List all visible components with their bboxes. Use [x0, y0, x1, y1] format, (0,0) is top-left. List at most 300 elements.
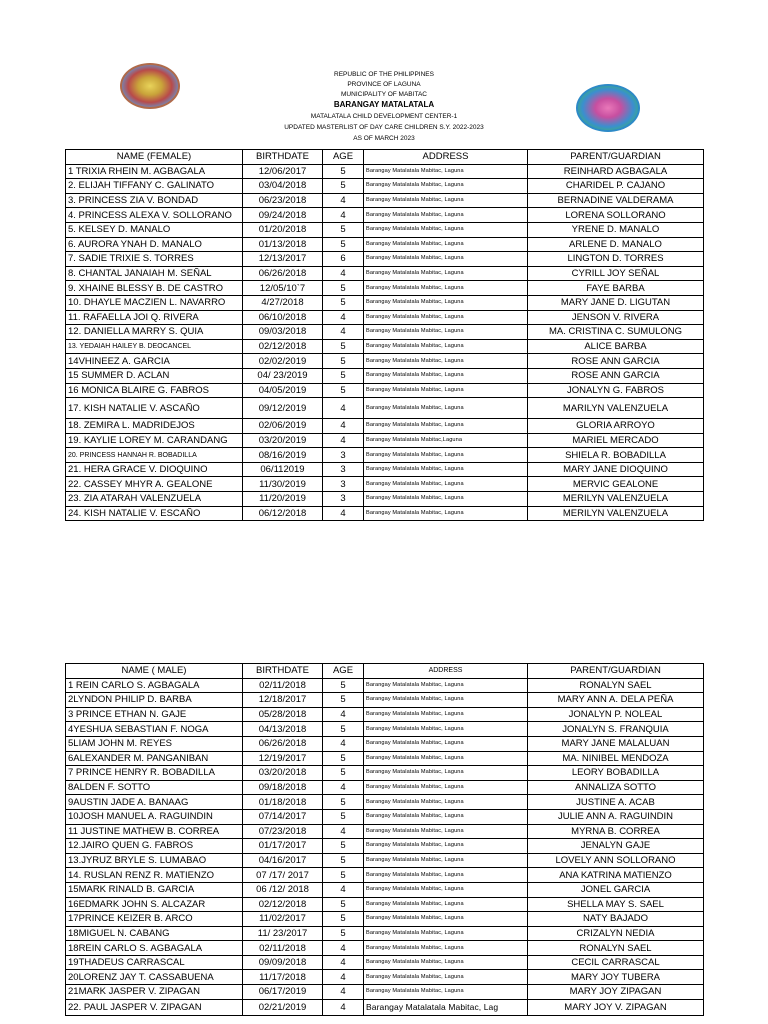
table-row [66, 325, 704, 340]
age-cell: 5 [323, 766, 364, 781]
table-row [66, 368, 704, 383]
guardian-cell: BERNADINE VALDERAMA [528, 193, 704, 208]
age-cell: 4 [323, 193, 364, 208]
guardian-cell: ANA KATRINA MATIENZO [528, 868, 704, 883]
table-row [66, 193, 704, 208]
age-cell: 5 [323, 853, 364, 868]
address-cell: Barangay Matalatala Mabitac, Laguna [364, 839, 528, 854]
column-header-address: ADDRESS [364, 664, 528, 679]
age-cell: 4 [323, 999, 364, 1015]
guardian-cell: LINGTON D. TORRES [528, 252, 704, 267]
address-cell: Barangay Matalatala Mabitac, Laguna [364, 310, 528, 325]
name-cell: 15MARK RINALD B. GARCIA [66, 882, 243, 897]
address-cell: Barangay Matalatala Mabitac, Laguna [364, 383, 528, 398]
guardian-cell: MARY JANE D. LIGUTAN [528, 295, 704, 310]
name-cell: 9. XHAINE BLESSY B. DE CASTRO [66, 281, 243, 296]
birthdate-cell: 09/12/2019 [243, 398, 323, 419]
table-row [66, 339, 704, 354]
table-row [66, 941, 704, 956]
table-row [66, 736, 704, 751]
guardian-cell: ALICE BARBA [528, 339, 704, 354]
birthdate-cell: 09/24/2018 [243, 208, 323, 223]
header-barangay: BARANGAY MATALATALA [333, 100, 435, 109]
birthdate-cell: 11/02/2017 [243, 912, 323, 927]
age-cell: 4 [323, 433, 364, 448]
column-header-address: ADDRESS [364, 150, 528, 165]
guardian-cell: JONALYN P. NOLEAL [528, 707, 704, 722]
table-row [66, 912, 704, 927]
birthdate-cell: 04/ 23/2019 [243, 368, 323, 383]
name-cell: 1 TRIXIA RHEIN M. AGBAGALA [66, 164, 243, 179]
age-cell: 4 [323, 419, 364, 434]
address-cell: Barangay Matalatala Mabitac, Laguna [364, 897, 528, 912]
table-row [66, 164, 704, 179]
guardian-cell: CECIL CARRASCAL [528, 955, 704, 970]
name-cell: 17. KISH NATALIE V. ASCAÑO [66, 398, 243, 419]
name-cell: 6. AURORA YNAH D. MANALO [66, 237, 243, 252]
birthdate-cell: 12/06/2017 [243, 164, 323, 179]
table-row [66, 824, 704, 839]
name-cell: 13. YEDAIAH HAILEY B. DEOCANCEL [66, 339, 243, 354]
guardian-cell: JONALYN G. FABROS [528, 383, 704, 398]
guardian-cell: JONALYN S. FRANQUIA [528, 722, 704, 737]
name-cell: 11 JUSTINE MATHEW B. CORREA [66, 824, 243, 839]
header-province: PROVINCE OF LAGUNA [347, 81, 421, 88]
table-row [66, 433, 704, 448]
address-cell: Barangay Matalatala Mabitac, Laguna [364, 281, 528, 296]
age-cell: 3 [323, 492, 364, 507]
name-cell: 10. DHAYLE MACZIEN L. NAVARRO [66, 295, 243, 310]
name-cell: 13.JYRUZ BRYLE S. LUMABAO [66, 853, 243, 868]
name-cell: 14VHINEEZ A. GARCIA [66, 354, 243, 369]
guardian-cell: LOVELY ANN SOLLORANO [528, 853, 704, 868]
birthdate-cell: 06/112019 [243, 462, 323, 477]
address-cell: Barangay Matalatala Mabitac, Lag [364, 999, 528, 1015]
table-row [66, 462, 704, 477]
name-cell: 17PRINCE KEIZER B. ARCO [66, 912, 243, 927]
birthdate-cell: 12/18/2017 [243, 693, 323, 708]
guardian-cell: MARILYN VALENZUELA [528, 398, 704, 419]
address-cell: Barangay Matalatala Mabitac, Laguna [364, 193, 528, 208]
guardian-cell: LORENA SOLLORANO [528, 208, 704, 223]
table-row [66, 281, 704, 296]
guardian-cell: SHELLA MAY S. SAEL [528, 897, 704, 912]
address-cell: Barangay Matalatala Mabitac, Laguna [364, 926, 528, 941]
table-row [66, 448, 704, 463]
age-cell: 4 [323, 780, 364, 795]
address-cell: Barangay Matalatala Mabitac, Laguna [364, 506, 528, 521]
birthdate-cell: 02/12/2018 [243, 339, 323, 354]
address-cell: Barangay Matalatala Mabitac, Laguna [364, 237, 528, 252]
table-row [66, 897, 704, 912]
address-cell: Barangay Matalatala Mabitac, Laguna [364, 252, 528, 267]
name-cell: 2LYNDON PHILIP D. BARBA [66, 693, 243, 708]
birthdate-cell: 02/21/2019 [243, 999, 323, 1015]
age-cell: 4 [323, 310, 364, 325]
birthdate-cell: 02/11/2018 [243, 941, 323, 956]
birthdate-cell: 04/13/2018 [243, 722, 323, 737]
birthdate-cell: 03/20/2019 [243, 433, 323, 448]
birthdate-cell: 02/12/2018 [243, 897, 323, 912]
guardian-cell: JENALYN GAJE [528, 839, 704, 854]
address-cell: Barangay Matalatala Mabitac, Laguna [364, 354, 528, 369]
table-row [66, 722, 704, 737]
female-masterlist-table [65, 149, 704, 521]
birthdate-cell: 06 /12/ 2018 [243, 882, 323, 897]
birthdate-cell: 07/23/2018 [243, 824, 323, 839]
birthdate-cell: 02/11/2018 [243, 678, 323, 693]
birthdate-cell: 01/18/2018 [243, 795, 323, 810]
birthdate-cell: 09/03/2018 [243, 325, 323, 340]
address-cell: Barangay Matalatala Mabitac, Laguna [364, 941, 528, 956]
table-row [66, 955, 704, 970]
guardian-cell: MA. NINIBEL MENDOZA [528, 751, 704, 766]
name-cell: 16 MONICA BLAIRE G. FABROS [66, 383, 243, 398]
guardian-cell: JULIE ANN A. RAGUINDIN [528, 809, 704, 824]
name-cell: 6ALEXANDER M. PANGANIBAN [66, 751, 243, 766]
name-cell: 21MARK JASPER V. ZIPAGAN [66, 985, 243, 1000]
address-cell: Barangay Matalatala Mabitac, Laguna [364, 868, 528, 883]
name-cell: 8. CHANTAL JANAIAH M. SEÑAL [66, 266, 243, 281]
address-cell: Barangay Matalatala Mabitac, Laguna [364, 678, 528, 693]
guardian-cell: SHIELA R. BOBADILLA [528, 448, 704, 463]
guardian-cell: MARY JOY TUBERA [528, 970, 704, 985]
birthdate-cell: 11/30/2019 [243, 477, 323, 492]
guardian-cell: MERILYN VALENZUELA [528, 506, 704, 521]
birthdate-cell: 01/17/2017 [243, 839, 323, 854]
column-header-birthdate: BIRTHDATE [243, 664, 323, 679]
guardian-cell: MERILYN VALENZUELA [528, 492, 704, 507]
table-row [66, 970, 704, 985]
age-cell: 6 [323, 252, 364, 267]
birthdate-cell: 01/13/2018 [243, 237, 323, 252]
birthdate-cell: 08/16/2019 [243, 448, 323, 463]
guardian-cell: MARY ANN A. DELA PEÑA [528, 693, 704, 708]
address-cell: Barangay Matalatala Mabitac, Laguna [364, 492, 528, 507]
address-cell: Barangay Matalatala Mabitac, Laguna [364, 853, 528, 868]
address-cell: Barangay Matalatala Mabitac, Laguna [364, 766, 528, 781]
address-cell: Barangay Matalatala Mabitac, Laguna [364, 368, 528, 383]
table-row [66, 693, 704, 708]
guardian-cell: JENSON V. RIVERA [528, 310, 704, 325]
name-cell: 15 SUMMER D. ACLAN [66, 368, 243, 383]
birthdate-cell: 04/05/2019 [243, 383, 323, 398]
name-cell: 12. DANIELLA MARRY S. QUIA [66, 325, 243, 340]
guardian-cell: MARIEL MERCADO [528, 433, 704, 448]
guardian-cell: JUSTINE A. ACAB [528, 795, 704, 810]
table-row [66, 926, 704, 941]
address-cell: Barangay Matalatala Mabitac, Laguna [364, 970, 528, 985]
address-cell: Barangay Matalatala Mabitac, Laguna [364, 824, 528, 839]
birthdate-cell: 06/26/2018 [243, 736, 323, 751]
guardian-cell: ARLENE D. MANALO [528, 237, 704, 252]
address-cell: Barangay Matalatala Mabitac, Laguna [364, 222, 528, 237]
table-row [66, 477, 704, 492]
column-header-age: AGE [323, 150, 364, 165]
name-cell: 4YESHUA SEBASTIAN F. NOGA [66, 722, 243, 737]
birthdate-cell: 4/27/2018 [243, 295, 323, 310]
table-row [66, 354, 704, 369]
age-cell: 5 [323, 751, 364, 766]
age-cell: 5 [323, 897, 364, 912]
table-row [66, 237, 704, 252]
age-cell: 5 [323, 383, 364, 398]
guardian-cell: MARY JANE DIOQUINO [528, 462, 704, 477]
name-cell: 11. RAFAELLA JOI Q. RIVERA [66, 310, 243, 325]
header-masterlist: UPDATED MASTERLIST OF DAY CARE CHILDREN S.Y. 2022-2023 [284, 124, 484, 131]
name-cell: 3. PRINCESS ZIA V. BONDAD [66, 193, 243, 208]
table-row [66, 853, 704, 868]
table-row [66, 751, 704, 766]
age-cell: 5 [323, 222, 364, 237]
guardian-cell: ROSE ANN GARCIA [528, 354, 704, 369]
address-cell: Barangay Matalatala Mabitac, Laguna [364, 179, 528, 194]
birthdate-cell: 06/26/2018 [243, 266, 323, 281]
address-cell: Barangay Matalatala Mabitac, Laguna [364, 912, 528, 927]
age-cell: 4 [323, 506, 364, 521]
age-cell: 5 [323, 368, 364, 383]
name-cell: 7 PRINCE HENRY R. BOBADILLA [66, 766, 243, 781]
address-cell: Barangay Matalatala Mabitac, Laguna [364, 398, 528, 419]
table-row [66, 678, 704, 693]
address-cell: Barangay Matalatala Mabitac, Laguna [364, 795, 528, 810]
birthdate-cell: 07/14/2017 [243, 809, 323, 824]
address-cell: Barangay Matalatala Mabitac, Laguna [364, 985, 528, 1000]
address-cell: Barangay Matalatala Mabitac, Laguna [364, 882, 528, 897]
name-cell: 2. ELIJAH TIFFANY C. GALINATO [66, 179, 243, 194]
address-cell: Barangay Matalatala Mabitac,Laguna [364, 433, 528, 448]
name-cell: 3 PRINCE ETHAN N. GAJE [66, 707, 243, 722]
column-header-guardian: PARENT/GUARDIAN [528, 150, 704, 165]
age-cell: 4 [323, 325, 364, 340]
table-row [66, 179, 704, 194]
guardian-cell: CHARIDEL P. CAJANO [528, 179, 704, 194]
address-cell: Barangay Matalatala Mabitac, Laguna [364, 707, 528, 722]
name-cell: 16EDMARK JOHN S. ALCAZAR [66, 897, 243, 912]
table-row [66, 208, 704, 223]
table-row [66, 868, 704, 883]
name-cell: 9AUSTIN JADE A. BANAAG [66, 795, 243, 810]
guardian-cell: NATY BAJADO [528, 912, 704, 927]
name-cell: 20LORENZ JAY T. CASSABUENA [66, 970, 243, 985]
guardian-cell: FAYE BARBA [528, 281, 704, 296]
age-cell: 5 [323, 693, 364, 708]
table-row [66, 882, 704, 897]
column-header-age: AGE [323, 664, 364, 679]
address-cell: Barangay Matalatala Mabitac, Laguna [364, 722, 528, 737]
birthdate-cell: 06/17/2019 [243, 985, 323, 1000]
address-cell: Barangay Matalatala Mabitac, Laguna [364, 462, 528, 477]
age-cell: 5 [323, 354, 364, 369]
guardian-cell: MA. CRISTINA C. SUMULONG [528, 325, 704, 340]
name-cell: 1 REIN CARLO S. AGBAGALA [66, 678, 243, 693]
table-row [66, 707, 704, 722]
address-cell: Barangay Matalatala Mabitac, Laguna [364, 477, 528, 492]
table-row [66, 222, 704, 237]
age-cell: 4 [323, 970, 364, 985]
address-cell: Barangay Matalatala Mabitac, Laguna [364, 809, 528, 824]
name-cell: 24. KISH NATALIE V. ESCAÑO [66, 506, 243, 521]
table-row [66, 766, 704, 781]
table-row [66, 839, 704, 854]
address-cell: Barangay Matalatala Mabitac, Laguna [364, 693, 528, 708]
table-row [66, 809, 704, 824]
guardian-cell: CYRILL JOY SEÑAL [528, 266, 704, 281]
birthdate-cell: 06/23/2018 [243, 193, 323, 208]
birthdate-cell: 11/20/2019 [243, 492, 323, 507]
address-cell: Barangay Matalatala Mabitac, Laguna [364, 339, 528, 354]
name-cell: 5LIAM JOHN M. REYES [66, 736, 243, 751]
age-cell: 5 [323, 281, 364, 296]
address-cell: Barangay Matalatala Mabitac, Laguna [364, 751, 528, 766]
age-cell: 4 [323, 266, 364, 281]
birthdate-cell: 09/18/2018 [243, 780, 323, 795]
table-row [66, 419, 704, 434]
table-row [66, 398, 704, 419]
table-row [66, 383, 704, 398]
birthdate-cell: 03/20/2018 [243, 766, 323, 781]
birthdate-cell: 05/28/2018 [243, 707, 323, 722]
column-header-name: NAME ( MALE) [66, 664, 243, 679]
name-cell: 18. ZEMIRA L. MADRIDEJOS [66, 419, 243, 434]
name-cell: 10JOSH MANUEL A. RAGUINDIN [66, 809, 243, 824]
table-row [66, 506, 704, 521]
birthdate-cell: 06/12/2018 [243, 506, 323, 521]
address-cell: Barangay Matalatala Mabitac, Laguna [364, 266, 528, 281]
column-header-guardian: PARENT/GUARDIAN [528, 664, 704, 679]
age-cell: 5 [323, 339, 364, 354]
guardian-cell: MARY JANE MALALUAN [528, 736, 704, 751]
name-cell: 22. PAUL JASPER V. ZIPAGAN [66, 999, 243, 1015]
birthdate-cell: 12/19/2017 [243, 751, 323, 766]
name-cell: 21. HERA GRACE V. DIOQUINO [66, 462, 243, 477]
header-date: AS OF MARCH 2023 [353, 135, 415, 142]
guardian-cell: MYRNA B. CORREA [528, 824, 704, 839]
birthdate-cell: 12/05/10`7 [243, 281, 323, 296]
birthdate-cell: 07 /17/ 2017 [243, 868, 323, 883]
birthdate-cell: 09/09/2018 [243, 955, 323, 970]
age-cell: 5 [323, 809, 364, 824]
header-municipality: MUNICIPALITY OF MABITAC [341, 91, 427, 98]
age-cell: 3 [323, 448, 364, 463]
guardian-cell: REINHARD AGBAGALA [528, 164, 704, 179]
age-cell: 5 [323, 179, 364, 194]
age-cell: 3 [323, 462, 364, 477]
table-row [66, 985, 704, 1000]
age-cell: 4 [323, 955, 364, 970]
age-cell: 4 [323, 707, 364, 722]
table-header-row [66, 150, 704, 165]
birthdate-cell: 11/17/2018 [243, 970, 323, 985]
birthdate-cell: 12/13/2017 [243, 252, 323, 267]
name-cell: 7. SADIE TRIXIE S. TORRES [66, 252, 243, 267]
guardian-cell: RONALYN SAEL [528, 941, 704, 956]
name-cell: 4. PRINCESS ALEXA V. SOLLORANO [66, 208, 243, 223]
guardian-cell: MERVIC GEALONE [528, 477, 704, 492]
name-cell: 18REIN CARLO S. AGBAGALA [66, 941, 243, 956]
header-republic: REPUBLIC OF THE PHILIPPINES [334, 71, 434, 78]
table-row [66, 795, 704, 810]
age-cell: 4 [323, 736, 364, 751]
column-header-name: NAME (FEMALE) [66, 150, 243, 165]
age-cell: 5 [323, 164, 364, 179]
address-cell: Barangay Matalatala Mabitac, Laguna [364, 736, 528, 751]
age-cell: 5 [323, 295, 364, 310]
address-cell: Barangay Matalatala Mabitac, Laguna [364, 208, 528, 223]
age-cell: 4 [323, 824, 364, 839]
birthdate-cell: 03/04/2018 [243, 179, 323, 194]
name-cell: 19. KAYLIE LOREY M. CARANDANG [66, 433, 243, 448]
age-cell: 4 [323, 208, 364, 223]
age-cell: 5 [323, 678, 364, 693]
address-cell: Barangay Matalatala Mabitac, Laguna [364, 448, 528, 463]
name-cell: 14. RUSLAN RENZ R. MATIENZO [66, 868, 243, 883]
table-row [66, 295, 704, 310]
age-cell: 5 [323, 839, 364, 854]
address-cell: Barangay Matalatala Mabitac, Laguna [364, 780, 528, 795]
age-cell: 3 [323, 477, 364, 492]
name-cell: 22. CASSEY MHYR A. GEALONE [66, 477, 243, 492]
age-cell: 5 [323, 795, 364, 810]
name-cell: 19THADEUS CARRASCAL [66, 955, 243, 970]
age-cell: 4 [323, 985, 364, 1000]
birthdate-cell: 04/16/2017 [243, 853, 323, 868]
guardian-cell: MARY JOY V. ZIPAGAN [528, 999, 704, 1015]
guardian-cell: JONEL GARCIA [528, 882, 704, 897]
age-cell: 5 [323, 868, 364, 883]
guardian-cell: ANNALIZA SOTTO [528, 780, 704, 795]
guardian-cell: RONALYN SAEL [528, 678, 704, 693]
birthdate-cell: 01/20/2018 [243, 222, 323, 237]
guardian-cell: GLORIA ARROYO [528, 419, 704, 434]
guardian-cell: MARY JOY ZIPAGAN [528, 985, 704, 1000]
name-cell: 8ALDEN F. SOTTO [66, 780, 243, 795]
guardian-cell: LEORY BOBADILLA [528, 766, 704, 781]
age-cell: 5 [323, 912, 364, 927]
age-cell: 4 [323, 398, 364, 419]
table-row [66, 310, 704, 325]
address-cell: Barangay Matalatala Mabitac, Laguna [364, 419, 528, 434]
table-row [66, 492, 704, 507]
address-cell: Barangay Matalatala Mabitac, Laguna [364, 325, 528, 340]
name-cell: 23. ZIA ATARAH VALENZUELA [66, 492, 243, 507]
birthdate-cell: 11/ 23/2017 [243, 926, 323, 941]
name-cell: 5. KELSEY D. MANALO [66, 222, 243, 237]
table-header-row [66, 664, 704, 679]
name-cell: 18MIGUEL N. CABANG [66, 926, 243, 941]
table-row [66, 266, 704, 281]
column-header-birthdate: BIRTHDATE [243, 150, 323, 165]
age-cell: 5 [323, 237, 364, 252]
birthdate-cell: 02/06/2019 [243, 419, 323, 434]
address-cell: Barangay Matalatala Mabitac, Laguna [364, 295, 528, 310]
header-center: MATALATALA CHILD DEVELOPMENT CENTER-1 [310, 113, 458, 120]
guardian-cell: ROSE ANN GARCIA [528, 368, 704, 383]
male-masterlist-table [65, 663, 704, 1016]
birthdate-cell: 02/02/2019 [243, 354, 323, 369]
age-cell: 4 [323, 882, 364, 897]
age-cell: 4 [323, 941, 364, 956]
guardian-cell: CRIZALYN NEDIA [528, 926, 704, 941]
age-cell: 5 [323, 722, 364, 737]
birthdate-cell: 06/10/2018 [243, 310, 323, 325]
address-cell: Barangay Matalatala Mabitac, Laguna [364, 164, 528, 179]
table-row [66, 252, 704, 267]
table-row [66, 999, 704, 1015]
address-cell: Barangay Matalatala Mabitac, Laguna [364, 955, 528, 970]
age-cell: 5 [323, 926, 364, 941]
name-cell: 20. PRINCESS HANNAH R. BOBADILLA [66, 448, 243, 463]
